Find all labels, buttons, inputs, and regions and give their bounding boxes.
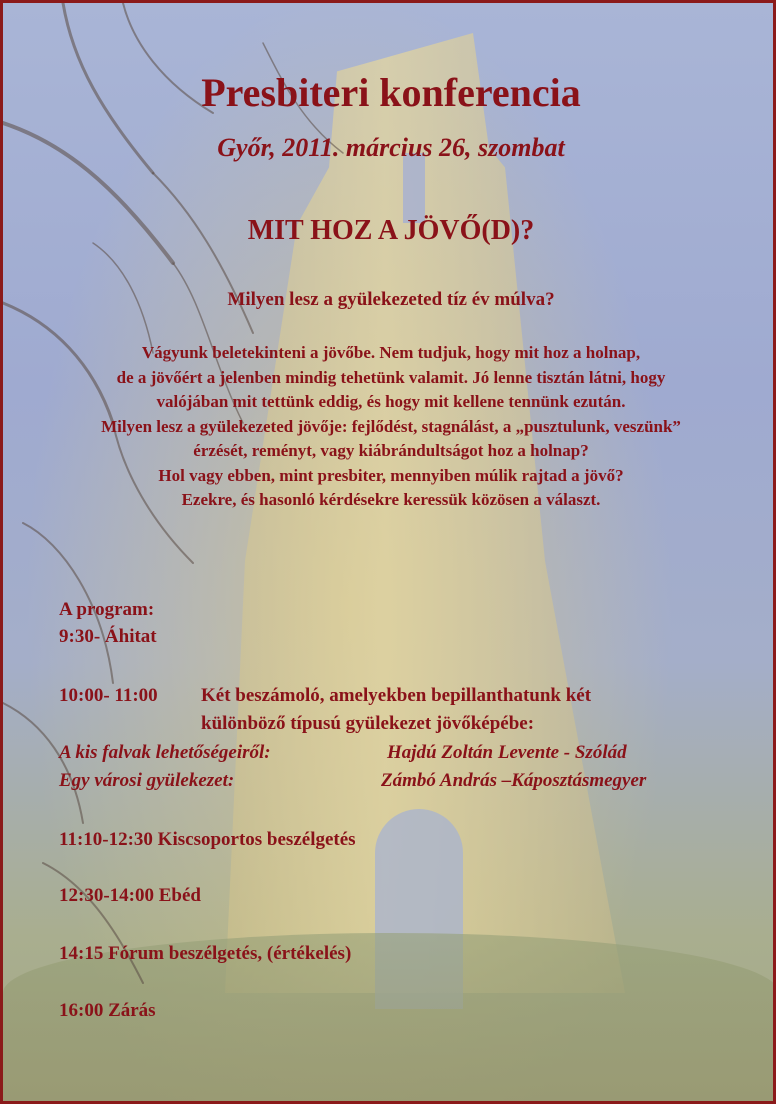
intro-line: Milyen lesz a gyülekezeted jövője: fejlődést, stagnálást, a „pusztulunk, veszünk” — [101, 416, 681, 436]
program-item-lunch: 12:30-14:00 Ebéd — [59, 885, 201, 906]
program-item-devotion: 9:30- Áhitat — [59, 626, 157, 647]
program-item-reports-line1: Két beszámoló, amelyekben bepillanthatunk két — [201, 685, 592, 706]
talk-2-speaker: Zámbó András –Káposztásmegyer — [381, 770, 647, 791]
program-item-reports-time: 10:00- 11:00 — [59, 685, 158, 706]
intro-line: Ezekre, és hasonló kérdésekre keressük közösen a választ. — [181, 490, 601, 509]
program-item-reports-line2: különböző típusú gyülekezet jövőképébe: — [201, 713, 535, 734]
conference-date-location: Győr, 2011. március 26, szombat — [217, 133, 565, 162]
intro-line: valójában mit tettünk eddig, és hogy mit kellene tennünk ezután. — [156, 392, 626, 411]
theme-heading: MIT HOZ A JÖVŐ(D)? — [247, 215, 535, 246]
intro-line: Vágyunk beletekinteni a jövőbe. Nem tudjuk, hogy mit hoz a holnap, — [141, 343, 641, 362]
talk-2-topic: Egy városi gyülekezet: — [59, 770, 235, 791]
poster-content — [3, 3, 776, 1104]
conference-title: Presbiteri konferencia — [201, 70, 581, 115]
program-heading: A program: — [59, 599, 155, 620]
program-item-closing: 16:00 Zárás — [59, 1000, 156, 1021]
intro-line: de a jövőért a jelenben mindig tehetünk valamit. Jó lenne tisztán látni, hogy — [116, 367, 666, 387]
intro-paragraph — [3, 341, 776, 513]
intro-line: Hol vagy ebben, mint presbiter, mennyiben múlik rajtad a jövő? — [158, 465, 624, 485]
program-item-forum: 14:15 Fórum beszélgetés, (értékelés) — [59, 943, 352, 964]
intro-line: érzését, reményt, vagy kiábrándultságot hoz a holnap? — [193, 441, 589, 460]
talk-1-speaker: Hajdú Zoltán Levente - Szólád — [387, 742, 627, 763]
theme-question: Milyen lesz a gyülekezeted tíz év múlva? — [227, 289, 555, 310]
talk-1-topic: A kis falvak lehetőségeiről: — [59, 742, 271, 763]
program-item-small-groups: 11:10-12:30 Kiscsoportos beszélgetés — [59, 829, 356, 850]
